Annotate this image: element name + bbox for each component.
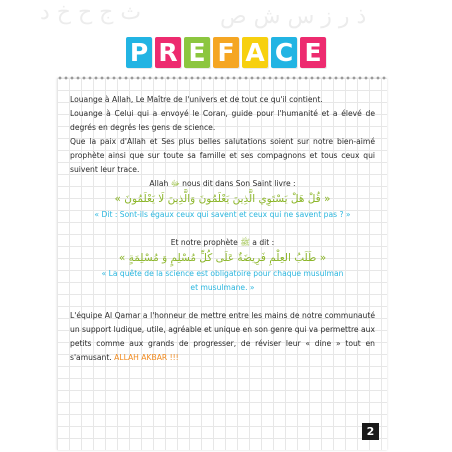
- paragraph-coran: Louange à Celui qui a envoyé le Coran, guide pour l'humanité et a élevé de degrés en degrés les gens de science.: [70, 109, 375, 132]
- title-letter-tile: P: [126, 37, 152, 68]
- title-letter-tile: R: [155, 37, 181, 68]
- title-letter-tile: E: [300, 37, 326, 68]
- decor-letters-left: ث ج ح خ د: [40, 0, 142, 25]
- title-letter-tile: E: [184, 37, 210, 68]
- quote2-translation-line2: et musulmane. »: [190, 283, 255, 292]
- quote2-intro-after: a dit :: [252, 238, 275, 247]
- quote2-translation-line1: « La quête de la science est obligatoire pour chaque musulman: [101, 269, 344, 278]
- quote2-intro-before: Et notre prophète: [170, 238, 238, 247]
- quote1-intro: [70, 177, 375, 191]
- perforation-edge: [57, 75, 387, 81]
- title-letter-tile: C: [271, 37, 297, 68]
- quote1-arabic: « قُلْ هَلْ يَسْتَوِي الَّذِينَ يَعْلَمُونَ وَالَّذِينَ لَا يَعْلَمُونَ »: [114, 193, 331, 205]
- preface-text: [70, 93, 375, 365]
- title-letter-tile: F: [213, 37, 239, 68]
- background-arabic-letters: [0, 0, 452, 40]
- paragraph-closing: [70, 309, 375, 365]
- quote2-intro: [70, 236, 375, 250]
- closing-highlight: ALLAH AKBAR !!!: [114, 353, 179, 362]
- quote1-intro-after: nous dit dans Son Saint livre :: [182, 179, 296, 188]
- page-number: 2: [362, 423, 379, 440]
- quote1-translation: « Dit : Sont-ils égaux ceux qui savent et ceux qui ne savent pas ? »: [94, 210, 351, 219]
- paragraph-salutations: Que la paix d'Allah et Ses plus belles salutations soient sur notre bien-aimé prophète ainsi que sur toute sa famille et ses compagnons et tous ceux qui suivent leur trace.: [70, 137, 375, 174]
- honorific-icon: ﷺ: [240, 238, 250, 247]
- closing-text: L'équipe Al Qamar a l'honneur de mettre entre les mains de notre communauté un support ludique, utile, agréable et unique en son genre qui va permettre aux petits comme aux grands de progresser, de réviser leur « dine » tout en s'amusant.: [70, 311, 375, 362]
- quote2-arabic: « طَلَبُ العِلْمِ فَرِيضَةٌ عَلَى كُلِّ مُسْلِمٍ وَ مُسْلِمَةٍ »: [118, 252, 327, 264]
- quote1-intro-before: Allah: [149, 179, 169, 188]
- honorific-icon: ﷻ: [170, 179, 180, 188]
- title-letter-tile: A: [242, 37, 268, 68]
- paragraph-praise: Louange à Allah, Le Maître de l'univers et de tout ce qu'il contient.: [70, 95, 323, 104]
- notebook-page: [57, 78, 387, 450]
- preface-title: [0, 37, 452, 68]
- decor-letters-right: ذ ر ز س ش ص: [220, 4, 367, 29]
